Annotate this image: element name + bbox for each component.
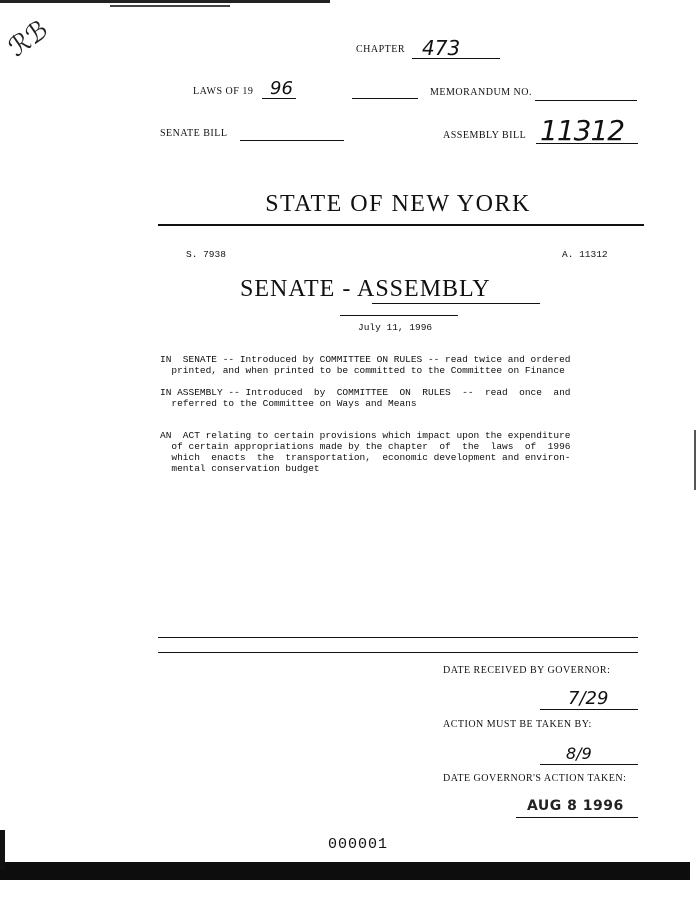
scan-artifact-top-2 — [110, 5, 230, 7]
intro-senate-line-1: IN SENATE -- Introduced by COMMITTEE ON RULES -- read twice and ordered — [160, 354, 571, 365]
assembly-bill-value: 11312 — [540, 114, 625, 147]
chapter-line — [412, 58, 500, 59]
action-by-value: 8/9 — [566, 744, 592, 763]
introduction-date: July 11, 1996 — [358, 322, 433, 333]
scan-artifact-left-edge — [0, 830, 5, 870]
state-title-rule — [158, 224, 644, 226]
scan-artifact-bottom-bar — [0, 862, 690, 880]
act-line-2: of certain appropriations made by the chapter of the laws of 1996 — [160, 441, 571, 452]
date-received-label: DATE RECEIVED BY GOVERNOR: — [443, 665, 611, 676]
date-rule — [340, 315, 458, 316]
scan-artifact-top — [0, 0, 330, 3]
action-by-line — [540, 764, 638, 765]
state-title: STATE OF NEW YORK — [265, 191, 531, 217]
house-title-underline — [372, 303, 540, 304]
act-line-3: which enacts the transportation, economic development and environ- — [160, 452, 571, 463]
assembly-bill-number: A. 11312 — [562, 249, 608, 260]
action-taken-stamp: AUG 8 1996 — [527, 798, 624, 814]
intro-assembly-line-2: referred to the Committee on Ways and Means — [160, 398, 417, 409]
senate-bill-label: SENATE BILL — [160, 128, 228, 139]
laws-label: LAWS OF 19 — [193, 86, 254, 97]
date-received-line — [540, 709, 638, 710]
chapter-value: 473 — [422, 36, 461, 60]
assembly-bill-label: ASSEMBLY BILL — [443, 130, 527, 141]
laws-value: 96 — [270, 78, 293, 99]
chapter-label: CHAPTER — [356, 44, 406, 55]
page-number: 000001 — [328, 836, 389, 853]
bottom-rule-1 — [158, 637, 638, 638]
corner-handwritten-mark: ℛℬ — [3, 14, 55, 64]
date-received-value: 7/29 — [568, 688, 609, 709]
memorandum-line — [535, 100, 637, 101]
senate-bill-number: S. 7938 — [186, 249, 226, 260]
act-line-1: AN ACT relating to certain provisions which impact upon the expenditure — [160, 430, 571, 441]
house-title: SENATE - ASSEMBLY — [240, 276, 491, 302]
action-by-label: ACTION MUST BE TAKEN BY: — [443, 719, 592, 730]
senate-bill-line — [240, 140, 344, 141]
bottom-rule-2 — [158, 652, 638, 653]
memorandum-label: MEMORANDUM NO. — [430, 87, 533, 98]
blank-line-middle — [352, 98, 418, 99]
act-line-4: mental conservation budget — [160, 463, 320, 474]
laws-line — [262, 98, 296, 99]
scan-artifact-right-edge — [694, 430, 696, 490]
assembly-bill-line — [536, 143, 638, 144]
action-taken-label: DATE GOVERNOR'S ACTION TAKEN: — [443, 773, 627, 784]
intro-assembly-line-1: IN ASSEMBLY -- Introduced by COMMITTEE ON RULES -- read once and — [160, 387, 571, 398]
intro-senate-line-2: printed, and when printed to be committed to the Committee on Finance — [160, 365, 565, 376]
action-taken-line — [516, 817, 638, 818]
